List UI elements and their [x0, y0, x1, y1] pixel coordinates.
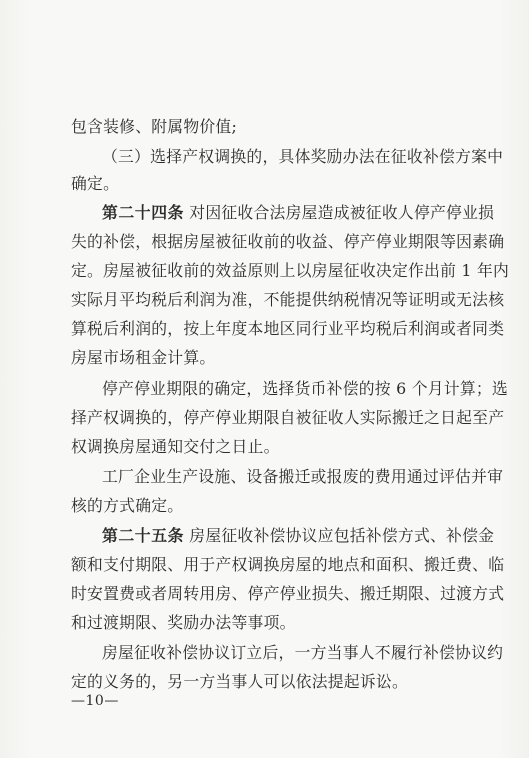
text-line: 额和支付期限、用于产权调换房屋的地点和面积、搬迁费、临 — [71, 555, 505, 574]
text-line: 定的义务的，另一方当事人可以依法提起诉讼。 — [71, 672, 408, 691]
article-title: 第二十五条 — [102, 526, 184, 545]
text-line: 房屋征收补偿协议订立后，一方当事人不履行补偿协议约 — [102, 643, 504, 662]
text-line: （三）选择产权调换的，具体奖励办法在征收补偿方案中 — [102, 147, 504, 166]
text-line: 房屋市场租金计算。 — [71, 348, 216, 367]
article-text: 房屋征收补偿协议应包括补偿方式、补偿金 — [189, 526, 495, 545]
text-line: 核的方式确定。 — [71, 496, 184, 515]
text-line: 权调换房屋通知交付之日止。 — [71, 437, 280, 456]
text-line: 择产权调换的，停产停业期限自被征收人实际搬迁之日起至产 — [71, 408, 505, 427]
text-line: 包含装修、附属物价值; — [71, 117, 238, 136]
text-line: 和过渡期限、奖励办法等事项。 — [71, 613, 296, 632]
article-25 — [102, 527, 498, 545]
text-line: 时安置费或者周转用房、停产停业损失、搬迁期限、过渡方式 — [71, 584, 505, 603]
text-line: 定。房屋被征收前的效益原则上以房屋征收决定作出前 1 年内 — [71, 261, 510, 280]
text-line: 实际月平均税后利润为准，不能提供纳税情况等证明或无法核 — [71, 290, 505, 309]
text-line: 工厂企业生产设施、设备搬迁或报废的费用通过评估并审 — [102, 467, 504, 486]
page-number: —10— — [71, 693, 119, 709]
text-line: 确定。 — [71, 174, 120, 193]
text-line: 失的补偿，根据房屋被征收前的收益、停产停业期限等因素确 — [71, 232, 505, 251]
article-text: 对因征收合法房屋造成被征收人停产停业损 — [189, 203, 495, 222]
text-line: 停产停业期限的确定，选择货币补偿的按 6 个月计算；选 — [102, 379, 508, 398]
article-title: 第二十四条 — [102, 203, 184, 222]
article-24 — [102, 204, 498, 222]
text-line: 算税后利润的，按上年度本地区同行业平均税后利润或者同类 — [71, 319, 505, 338]
